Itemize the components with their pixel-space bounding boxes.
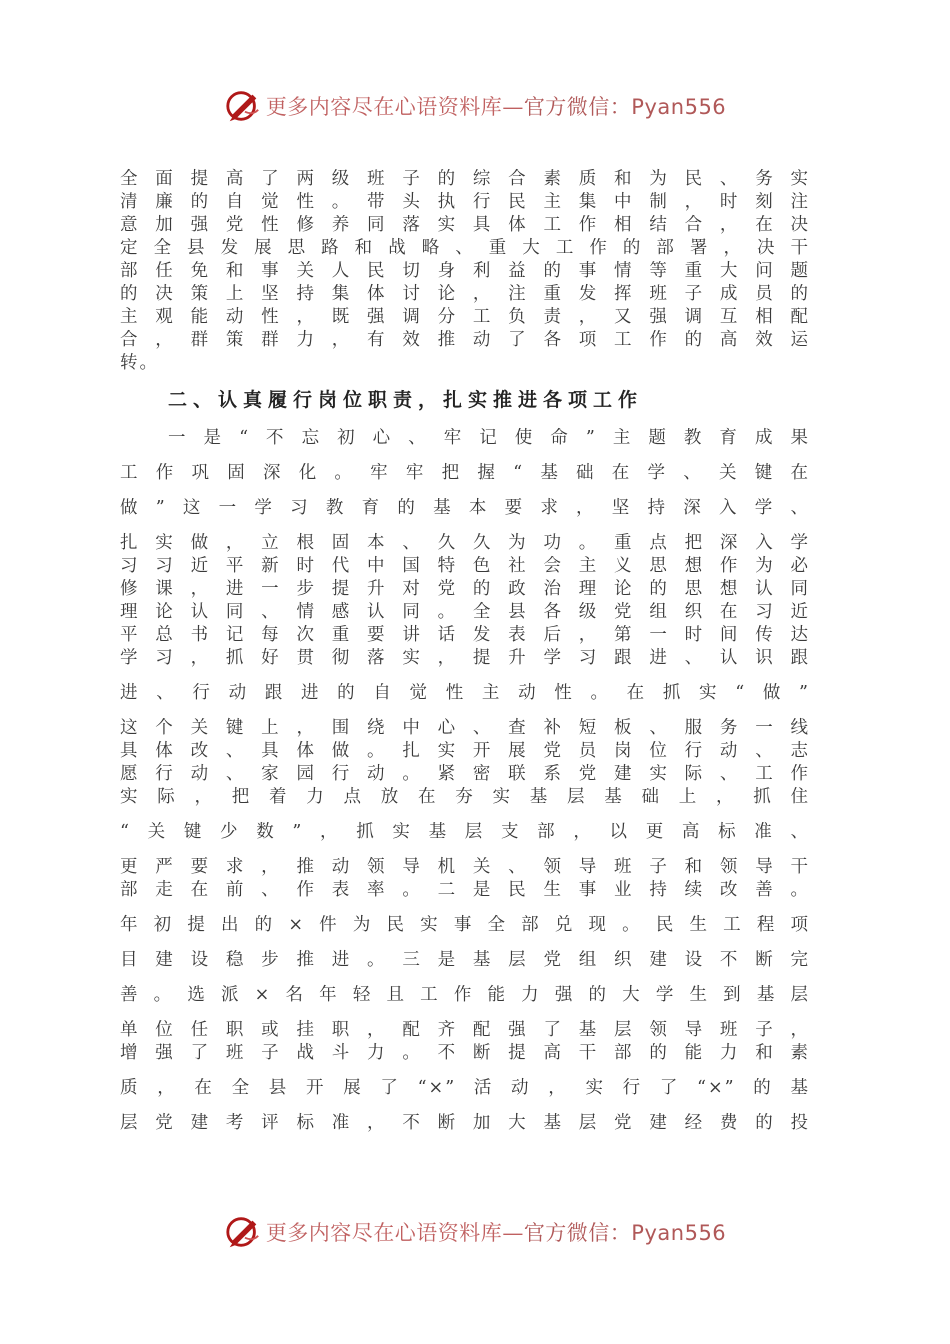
text-line: 全面提高了两级班子的综合素质和为民、务实 — [120, 169, 810, 189]
text-line: 部任免和事关人民切身利益的事情等重大问题 — [120, 261, 810, 281]
banner-separator: — — [502, 95, 524, 119]
header-banner — [0, 86, 950, 126]
text-line: 平总书记每次重要讲话发表后，第一时间传达 — [120, 625, 810, 645]
text-line: 善。选派×名年轻且工作能力强的大学生到基层 — [120, 985, 810, 1005]
text-line: 实际，把着力点放在夯实基层基础上，抓住 — [120, 787, 810, 807]
text-line: 这个关键上，围绕中心、查补短板、服务一线 — [120, 718, 810, 738]
text-line: 进、行动跟进的自觉性主动性。在抓实“做” — [120, 683, 810, 703]
text-line: 转。 — [120, 353, 159, 373]
banner-suffix-text: 官方微信：Pyan556 — [523, 1221, 727, 1245]
text-line: 主观能动性，既强调分工负责，又强调互相配 — [120, 307, 810, 327]
text-line: 意加强党性修养同落实具体工作相结合，在决 — [120, 215, 810, 235]
section-heading: 二、认真履行岗位职责，扎实推进各项工作 — [168, 389, 644, 411]
text-line: 工作巩固深化。牢牢把握“基础在学、关键在 — [120, 463, 810, 483]
banner-main-text: 更多内容尽在心语资料库 — [265, 95, 503, 119]
text-line: 一是“不忘初心、牢记使命”主题教育成果 — [168, 428, 810, 448]
text-line: 单位任职或挂职，配齐配强了基层领导班子， — [120, 1020, 810, 1040]
text-line: 层党建考评标准，不断加大基层党建经费的投 — [120, 1113, 810, 1133]
text-line: 质，在全县开展了“×”活动，实行了“×”的基 — [120, 1078, 810, 1098]
text-line: 增强了班子战斗力。不断提高干部的能力和素 — [120, 1043, 810, 1063]
document-body — [120, 168, 810, 1135]
text-line: “关键少数”，抓实基层支部，以更高标准、 — [120, 822, 810, 842]
text-line: 定全县发展思路和战略、重大工作的部署，决干 — [120, 238, 810, 258]
pen-logo-icon — [224, 87, 262, 125]
banner-main-text: 更多内容尽在心语资料库 — [265, 1221, 503, 1245]
banner-suffix-text: 官方微信：Pyan556 — [523, 95, 727, 119]
paragraph-2 — [120, 427, 810, 1135]
text-line: 年初提出的×件为民实事全部兑现。民生工程项 — [120, 915, 810, 935]
paragraph-1 — [120, 168, 810, 375]
text-line: 理论认同、情感认同。全县各级党组织在习近 — [120, 602, 810, 622]
pen-logo-icon — [224, 1213, 262, 1251]
text-line: 具体改、具体做。扎实开展党员岗位行动、志 — [120, 741, 810, 761]
footer-banner — [0, 1212, 950, 1252]
text-line: 更严要求，推动领导机关、领导班子和领导干 — [120, 857, 810, 877]
text-line: 扎实做，立根固本、久久为功。重点把深入学 — [120, 533, 810, 553]
text-line: 合，群策群力，有效推动了各项工作的高效运 — [120, 330, 810, 350]
text-line: 做”这一学习教育的基本要求，坚持深入学、 — [120, 498, 810, 518]
text-line: 部走在前、作表率。二是民生事业持续改善。 — [120, 880, 810, 900]
text-line: 修课，进一步提升对党的政治理论的思想认同 — [120, 579, 810, 599]
text-line: 习习近平新时代中国特色社会主义思想作为必 — [120, 556, 810, 576]
text-line: 清廉的自觉性。带头执行民主集中制，时刻注 — [120, 192, 810, 212]
text-line: 学习，抓好贯彻落实，提升学习跟进、认识跟 — [120, 648, 810, 668]
text-line: 愿行动、家园行动。紧密联系党建实际、工作 — [120, 764, 810, 784]
banner-separator: — — [502, 1221, 524, 1245]
text-line: 的决策上坚持集体讨论，注重发挥班子成员的 — [120, 284, 810, 304]
text-line: 目建设稳步推进。三是基层党组织建设不断完 — [120, 950, 810, 970]
